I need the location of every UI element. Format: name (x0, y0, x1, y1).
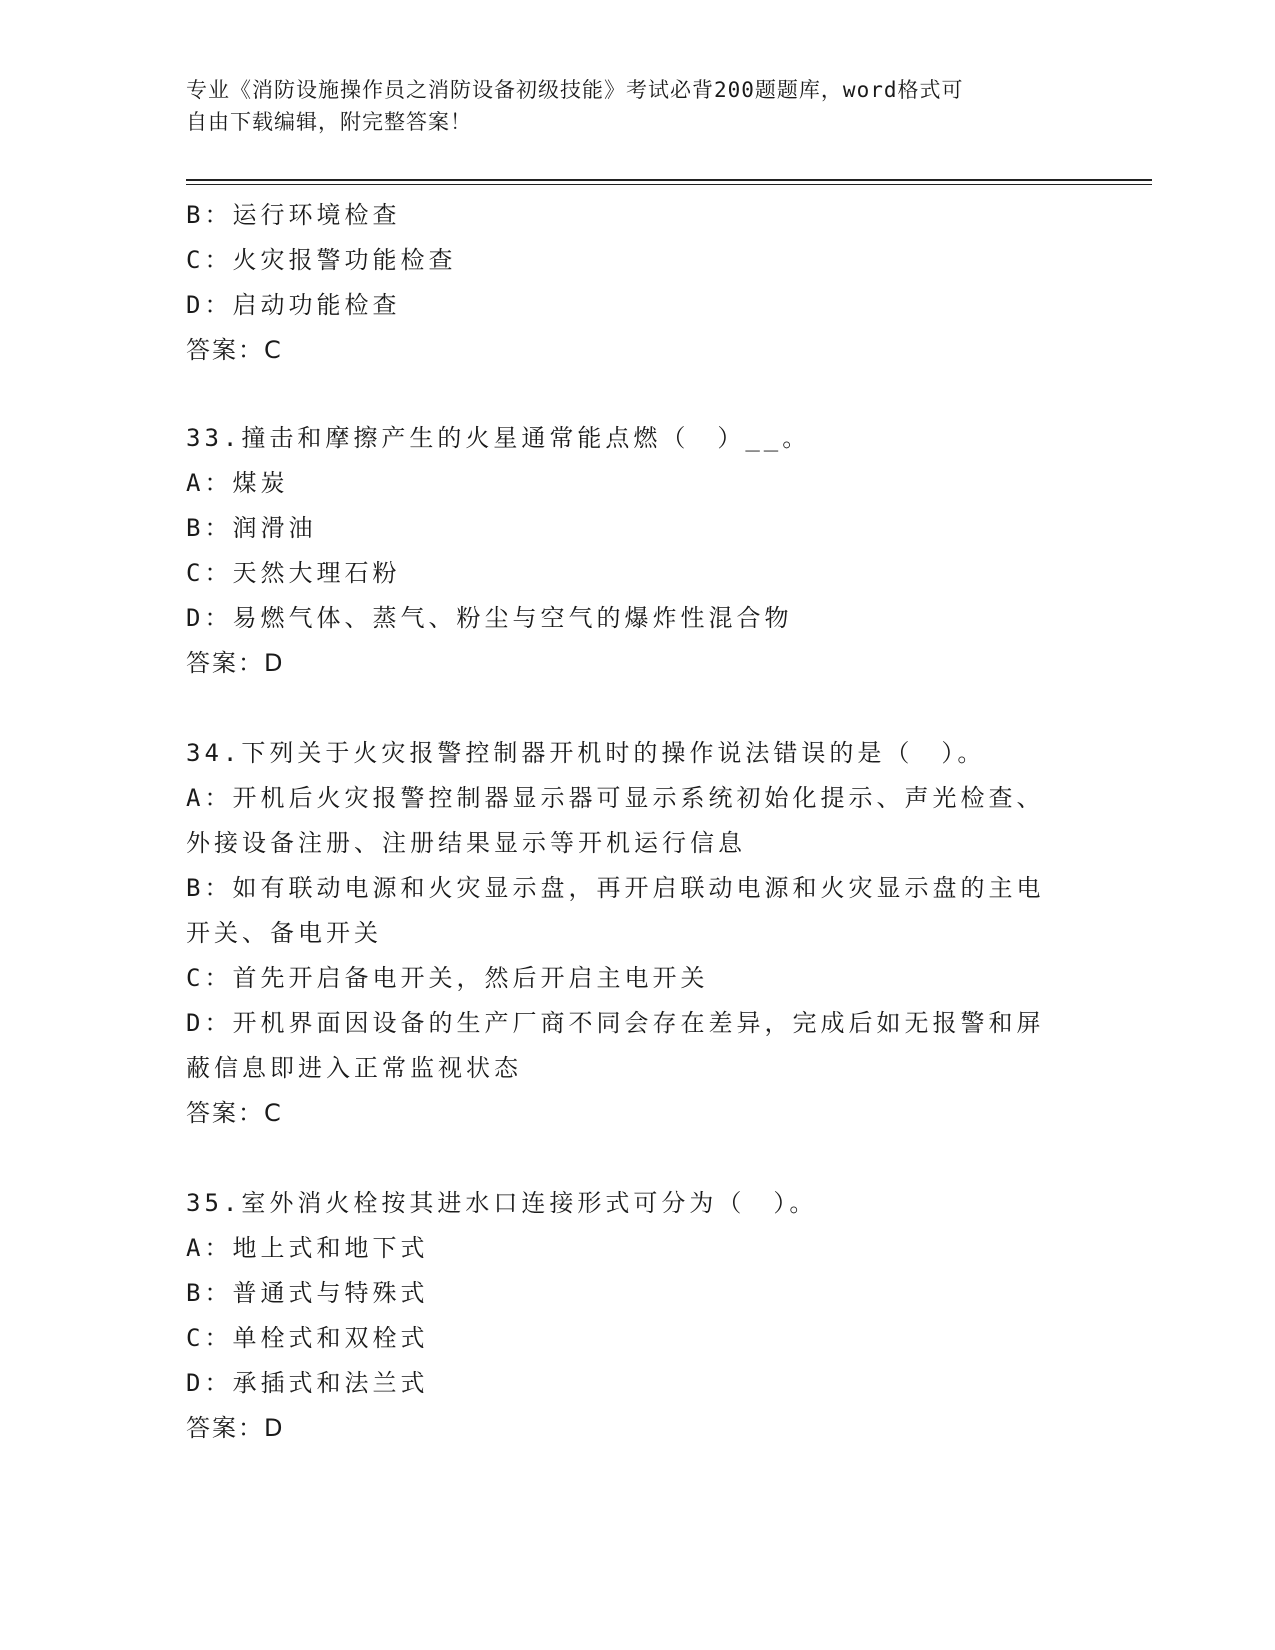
header-title-line-1: 专业《消防设施操作员之消防设备初级技能》考试必背200题题库，word格式可 (186, 78, 964, 102)
q35-option-b: B：普通式与特殊式 (186, 1279, 429, 1307)
prev-option-c: C：火灾报警功能检查 (186, 246, 457, 274)
q33-answer: 答案：D (186, 649, 285, 677)
q35-option-c: C：单栓式和双栓式 (186, 1324, 429, 1352)
q33-option-d: D：易燃气体、蒸气、粉尘与空气的爆炸性混合物 (186, 604, 793, 632)
q33-option-c: C：天然大理石粉 (186, 559, 401, 587)
q35-stem: 35.室外消火栓按其进水口连接形式可分为（ ）。 (186, 1189, 818, 1217)
prev-option-b: B：运行环境检查 (186, 201, 401, 229)
q35-answer: 答案：D (186, 1414, 285, 1442)
q33-stem: 33.撞击和摩擦产生的火星通常能点燃（ ）__。 (186, 424, 811, 452)
q34-option-a-line-2: 外接设备注册、注册结果显示等开机运行信息 (186, 829, 746, 857)
q33-option-b: B：润滑油 (186, 514, 317, 542)
q34-option-c: C：首先开启备电开关，然后开启主电开关 (186, 964, 709, 992)
q34-answer: 答案：C (186, 1099, 283, 1127)
q33-option-a: A：煤炭 (186, 469, 289, 497)
header-rule-thick (186, 179, 1152, 181)
header-title-line-2: 自由下载编辑，附完整答案！ (186, 110, 472, 134)
q35-option-a: A：地上式和地下式 (186, 1234, 429, 1262)
prev-answer: 答案：C (186, 336, 283, 364)
q34-option-a-line-1: A：开机后火灾报警控制器显示器可显示系统初始化提示、声光检查、 (186, 784, 1045, 812)
q34-stem: 34.下列关于火灾报警控制器开机时的操作说法错误的是（ ）。 (186, 739, 986, 767)
page-header (186, 74, 1086, 138)
q34-option-d-line-2: 蔽信息即进入正常监视状态 (186, 1054, 522, 1082)
q34-option-d-line-1: D：开机界面因设备的生产厂商不同会存在差异，完成后如无报警和屏 (186, 1009, 1045, 1037)
q34-option-b-line-2: 开关、备电开关 (186, 919, 382, 947)
q35-option-d: D：承插式和法兰式 (186, 1369, 429, 1397)
prev-option-d: D：启动功能检查 (186, 291, 401, 319)
header-rule-thin (186, 184, 1152, 185)
q34-option-b-line-1: B：如有联动电源和火灾显示盘，再开启联动电源和火灾显示盘的主电 (186, 874, 1045, 902)
